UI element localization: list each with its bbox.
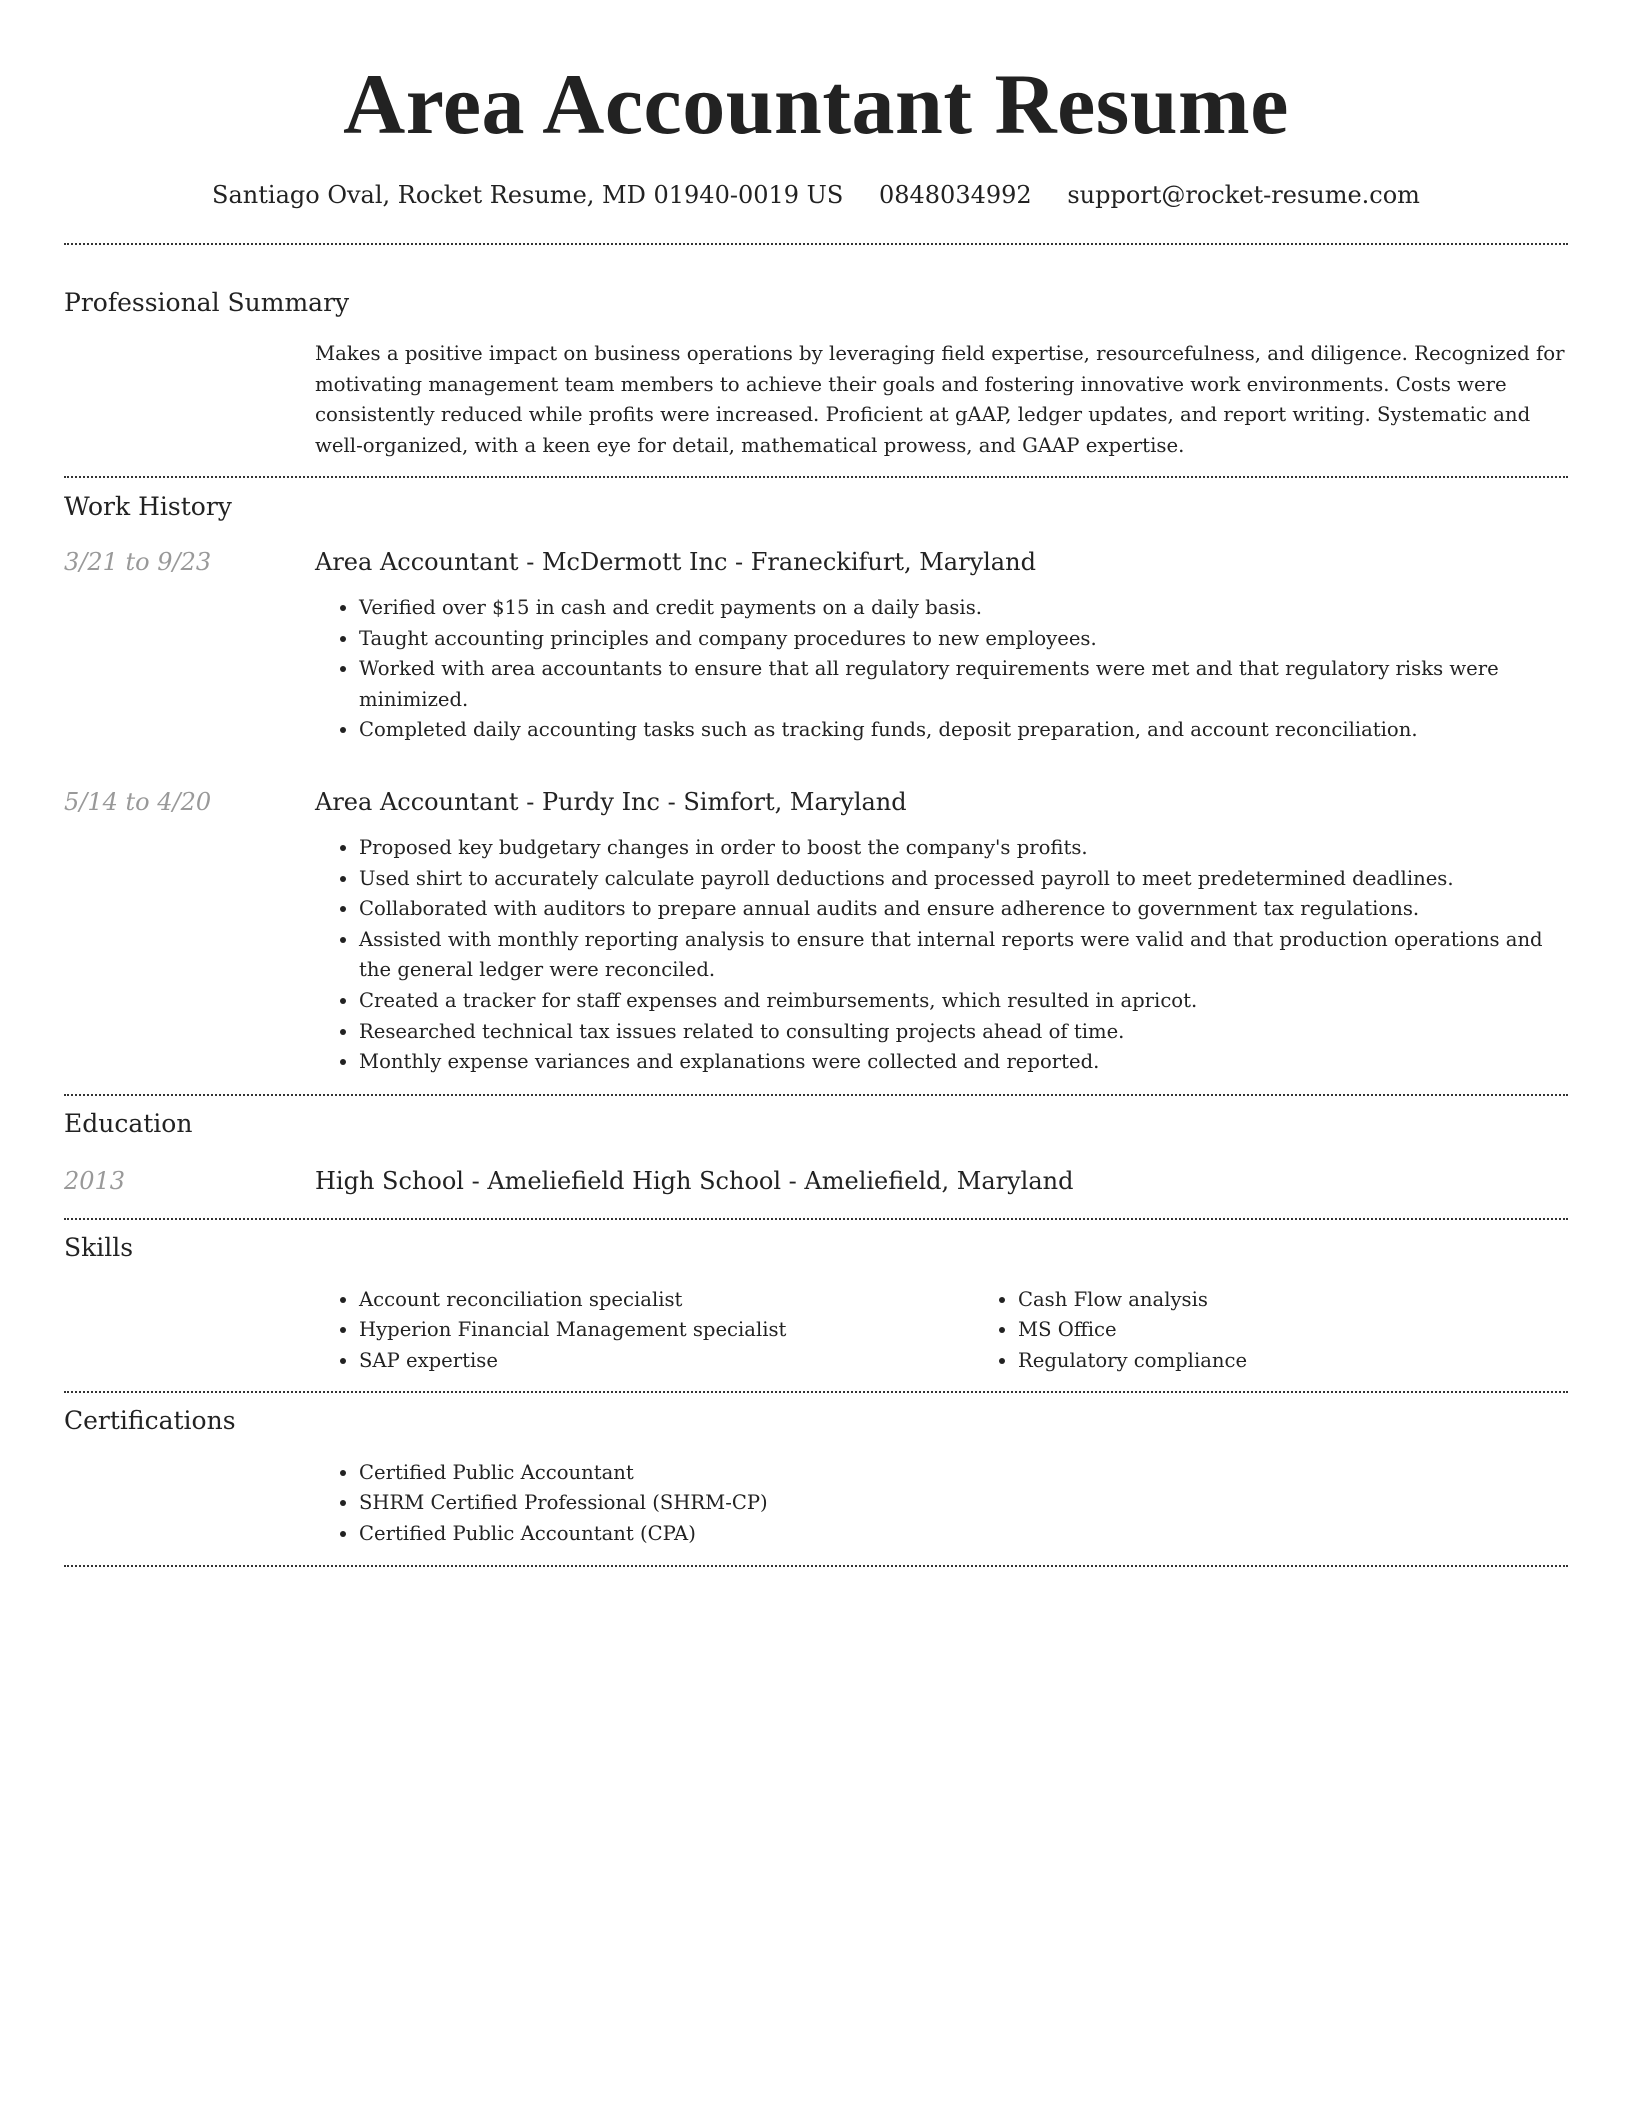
list-item: • Completed daily accounting tasks such as tracking funds, deposit preparation, and account reconciliation. xyxy=(359,715,1568,746)
summary-text: Makes a positive impact on business operations by leveraging field expertise, resourcefulness, and diligence. Recognized for motivating management team members to achieve their goals and fostering innovative work environments. Costs were consistently reduced while profits were increased. Proficient at gAAP, ledger updates, and report writing. Systematic and well-organized, with a keen eye for detail, mathematical prowess, and GAAP expertise. xyxy=(315,342,1565,457)
job-dates: 5/14 to 4/20 xyxy=(64,787,212,816)
resume-title: Area Accountant Resume xyxy=(343,56,1289,152)
education-section xyxy=(64,1096,1568,1197)
list-item: • Created a tracker for staff expenses and reimbursements, which resulted in apricot. xyxy=(359,986,1568,1017)
job-entry xyxy=(64,786,1568,1078)
job-title: Area Accountant - McDermott Inc - Franeckifurt, Maryland xyxy=(315,548,1036,576)
contact-phone: 0848034992 xyxy=(878,181,1032,209)
list-item: • Taught accounting principles and company procedures to new employees. xyxy=(359,624,1568,655)
list-item: • Collaborated with auditors to prepare annual audits and ensure adherence to government tax regulations. xyxy=(359,894,1568,925)
section-heading-skills: Skills xyxy=(64,1232,134,1262)
contact-email[interactable]: support@rocket-resume.com xyxy=(1067,181,1420,209)
list-item: • Verified over $15 in cash and credit payments on a daily basis. xyxy=(359,593,1568,624)
skills-list xyxy=(974,1285,1632,1377)
section-heading-education: Education xyxy=(64,1108,193,1138)
list-item: • Regulatory compliance xyxy=(1018,1346,1632,1377)
skills-section xyxy=(64,1220,1568,1377)
education-entry: High School - Ameliefield High School - Ameliefield, Maryland xyxy=(315,1166,1074,1195)
list-item: • Used shirt to accurately calculate payroll deductions and processed payroll to meet predetermined deadlines. xyxy=(359,864,1568,895)
job-bullets xyxy=(315,593,1568,746)
certifications-list xyxy=(315,1458,1568,1550)
contact-address: Santiago Oval, Rocket Resume, MD 01940-0019 US xyxy=(212,181,844,209)
list-item: • Proposed key budgetary changes in order to boost the company's profits. xyxy=(359,833,1568,864)
job-entry xyxy=(64,546,1568,746)
list-item: • Hyperion Financial Management specialist xyxy=(359,1315,974,1346)
list-item: • MS Office xyxy=(1018,1315,1632,1346)
list-item: • Researched technical tax issues related to consulting projects ahead of time. xyxy=(359,1017,1568,1048)
work-history-section xyxy=(64,478,1568,1078)
section-heading-work: Work History xyxy=(64,492,232,521)
job-bullets xyxy=(315,833,1568,1078)
list-item: • Worked with area accountants to ensure that all regulatory requirements were met and that regulatory risks were minimized. xyxy=(359,654,1568,715)
list-item: • Cash Flow analysis xyxy=(1018,1285,1632,1316)
list-item: • Assisted with monthly reporting analysis to ensure that internal reports were valid and that production operations and the general ledger were reconciled. xyxy=(359,925,1568,986)
skills-list xyxy=(315,1285,974,1377)
section-heading-summary: Professional Summary xyxy=(64,288,350,317)
section-heading-certifications: Certifications xyxy=(64,1405,236,1435)
list-item: • SAP expertise xyxy=(359,1346,974,1377)
summary-section xyxy=(64,245,1568,461)
job-dates: 3/21 to 9/23 xyxy=(64,548,212,576)
contact-line xyxy=(64,178,1568,212)
list-item: • Certified Public Accountant xyxy=(359,1458,1568,1489)
education-year: 2013 xyxy=(64,1166,126,1195)
list-item: • Certified Public Accountant (CPA) xyxy=(359,1519,1568,1550)
list-item: • Monthly expense variances and explanations were collected and reported. xyxy=(359,1047,1568,1078)
certifications-section xyxy=(64,1393,1568,1550)
job-title: Area Accountant - Purdy Inc - Simfort, Maryland xyxy=(315,787,907,816)
list-item: • Account reconciliation specialist xyxy=(359,1285,974,1316)
divider xyxy=(64,1565,1568,1567)
list-item: • SHRM Certified Professional (SHRM-CP) xyxy=(359,1488,1568,1519)
resume-page xyxy=(64,0,1568,1567)
